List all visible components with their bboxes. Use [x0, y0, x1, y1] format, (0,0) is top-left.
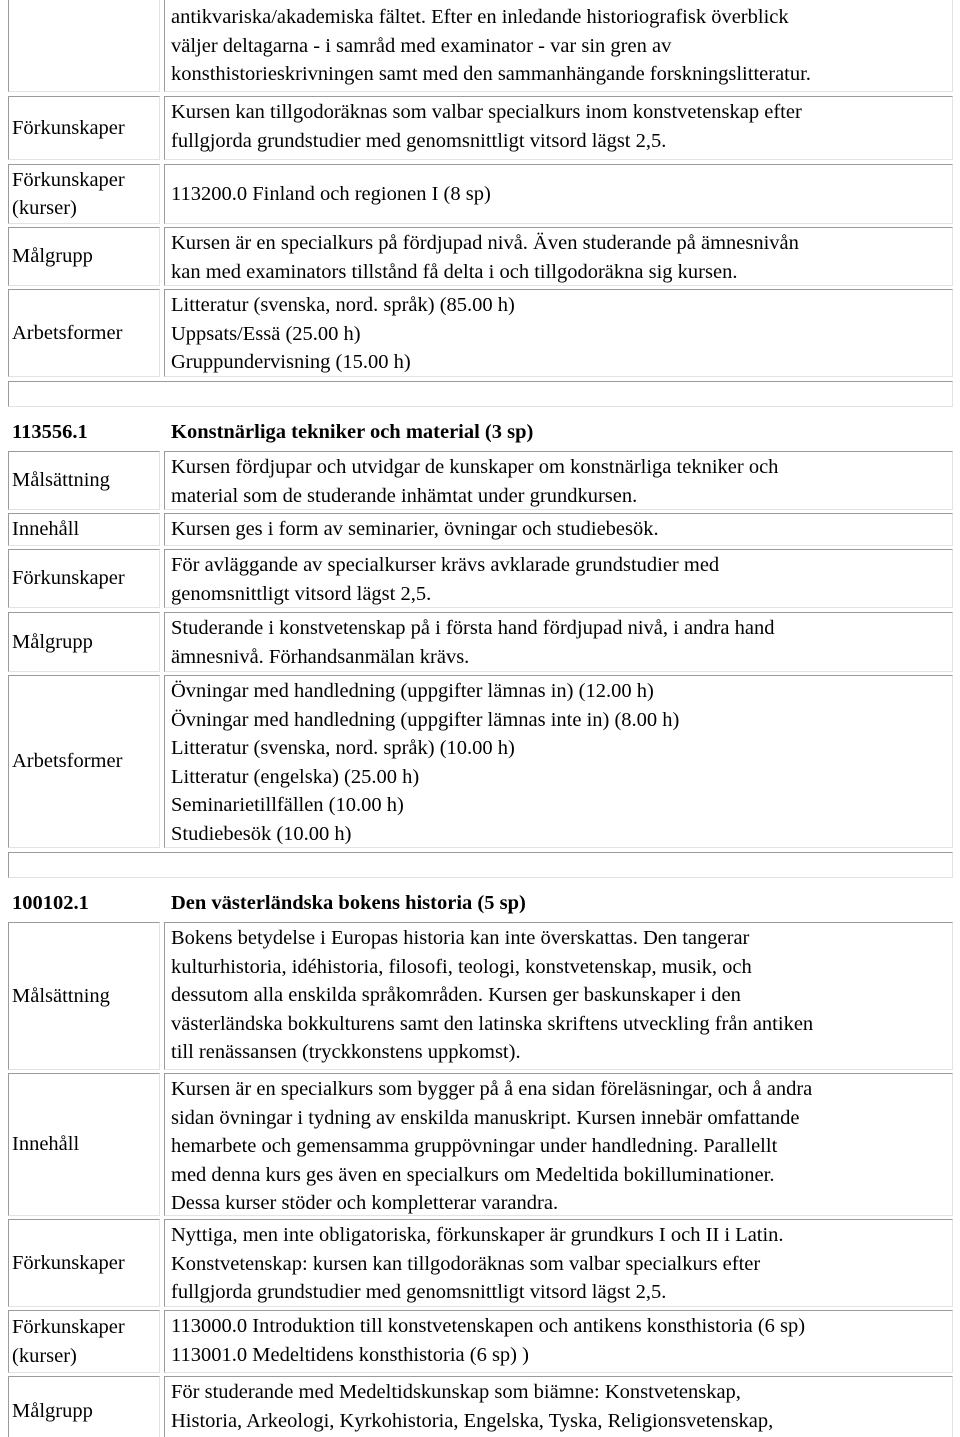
- text-line: med denna kurs ges även en specialkurs om Medeltida bokilluminationer.: [171, 1163, 775, 1186]
- row-label-forkunskaper: [8, 549, 160, 608]
- row-label-text: [12, 1313, 125, 1370]
- row-label-text: Förkunskaper: [12, 1251, 125, 1274]
- text-line: kan med examinators tillstånd få delta i och tillgodoräkna sig kursen.: [171, 260, 738, 283]
- text-line: Litteratur (engelska) (25.00 h): [171, 765, 420, 788]
- text-line: För avläggande av specialkurser krävs avklarade grundstudier med: [171, 554, 720, 576]
- row-label-text: [12, 166, 125, 223]
- row-label-text: Målgrupp: [12, 1399, 93, 1422]
- row-content: [164, 1219, 953, 1307]
- row-label-text: Målsättning: [12, 469, 110, 492]
- text-line: Seminarietillfällen (10.00 h): [171, 794, 404, 816]
- row-label-line: (kurser): [12, 197, 77, 219]
- row-label-arbetsformer: [8, 289, 160, 377]
- text-line: Gruppundervisning (15.00 h): [171, 351, 411, 373]
- text-line: Uppsats/Essä (25.00 h): [171, 322, 361, 345]
- row-label-malsattning: [8, 451, 160, 510]
- row-label-text: Förkunskaper: [12, 116, 125, 139]
- row-content: [164, 1073, 953, 1216]
- row-content: [164, 922, 953, 1070]
- text-line: fullgjorda grundstudier med genomsnittligt vitsord lägst 2,5.: [171, 1281, 667, 1303]
- text-line: hemarbete och gemensamma gruppövningar under handledning. Parallellt: [171, 1135, 778, 1157]
- row-label-malgrupp: [8, 227, 160, 286]
- row-label-text: Arbetsformer: [12, 321, 123, 344]
- text-line: 113200.0 Finland och regionen I (8 sp): [171, 182, 491, 205]
- course-title: Konstnärliga tekniker och material (3 sp): [171, 421, 534, 443]
- row-label-forkunskaper: [8, 96, 160, 160]
- label-cell-empty: [8, 0, 160, 92]
- text-line: sidan övningar i tydning av enskilda manuskript. Kursen innebär omfattande: [171, 1106, 800, 1129]
- row-content: [164, 451, 953, 510]
- row-label-forkunskaper: [8, 1219, 160, 1307]
- row-label-innehall: [8, 513, 160, 546]
- text-line: Övningar med handledning (uppgifter lämnas inte in) (8.00 h): [171, 708, 680, 731]
- text-line: Litteratur (svenska, nord. språk) (10.00 h): [171, 737, 515, 759]
- row-label-line: Förkunskaper: [12, 1316, 125, 1338]
- row-content: [164, 612, 953, 672]
- text-line: till renässansen (tryckkonstens uppkomst).: [171, 1041, 521, 1063]
- text-line: Kursen kan tillgodoräknas som valbar specialkurs inom konstvetenskap efter: [171, 101, 802, 123]
- row-label-text: Målsättning: [12, 984, 110, 1007]
- intro-cell: [164, 0, 953, 92]
- text-line: väljer deltagarna - i samråd med examinator - var sin gren av: [171, 34, 672, 57]
- text-line: Övningar med handledning (uppgifter lämnas in) (12.00 h): [171, 680, 654, 702]
- text-line: Kursen är en specialkurs som bygger på å ena sidan föreläsningar, och å andra: [171, 1078, 813, 1100]
- text-line: material som de studerande inhämtat under grundkursen.: [171, 484, 638, 507]
- row-content: [164, 164, 953, 224]
- row-label-forkunskaper-kurser: [8, 164, 160, 224]
- text-line: 113001.0 Medeltidens konsthistoria (6 sp) ): [171, 1343, 529, 1366]
- row-content: [164, 289, 953, 377]
- row-label-text: Målgrupp: [12, 245, 93, 268]
- text-line: För studerande med Medeltidskunskap som biämne: Konstvetenskap,: [171, 1381, 741, 1403]
- row-label-forkunskaper-kurser: [8, 1310, 160, 1373]
- text-line: Litteratur (svenska, nord. språk) (85.00 h): [171, 294, 515, 316]
- text-line: antikvariska/akademiska fältet. Efter en inledande historiografisk överblick: [171, 6, 789, 28]
- text-line: konsthistorieskrivningen samt med den sammanhängande forskningslitteratur.: [171, 63, 811, 85]
- row-content: [164, 549, 953, 608]
- row-content: [164, 1310, 953, 1373]
- text-line: Studiebesök (10.00 h): [171, 822, 352, 845]
- text-line: fullgjorda grundstudier med genomsnittligt vitsord lägst 2,5.: [171, 129, 667, 152]
- row-label-line: (kurser): [12, 1344, 77, 1367]
- text-line: Konstvetenskap: kursen kan tillgodoräknas som valbar specialkurs efter: [171, 1252, 761, 1275]
- text-line: Studerande i konstvetenskap på i första hand fördjupad nivå, i andra hand: [171, 617, 775, 639]
- text-line: Kursen ges i form av seminarier, övningar och studiebesök.: [171, 518, 659, 541]
- row-label-text: Arbetsformer: [12, 750, 123, 773]
- text-line: Nyttiga, men inte obligatoriska, förkunskaper är grundkurs I och II i Latin.: [171, 1224, 784, 1246]
- row-label-arbetsformer: [8, 675, 160, 848]
- row-label-line: Förkunskaper: [12, 168, 125, 191]
- row-label-malsattning: [8, 922, 160, 1070]
- course-code: 100102.1: [12, 892, 89, 914]
- spacer-cell: [8, 381, 953, 407]
- row-content: [164, 227, 953, 286]
- text-line: Dessa kurser stöder och kompletterar varandra.: [171, 1192, 559, 1214]
- row-label-text: Förkunskaper: [12, 567, 125, 590]
- row-label-malgrupp: [8, 612, 160, 672]
- text-line: dessutom alla enskilda språkområden. Kursen ger baskunskaper i den: [171, 984, 741, 1006]
- text-line: Historia, Arkeologi, Kyrkohistoria, Engelska, Tyska, Religionsvetenskap,: [171, 1409, 774, 1432]
- row-label-text: Innehåll: [12, 1133, 80, 1156]
- row-content: [164, 513, 953, 546]
- row-label-innehall: [8, 1073, 160, 1216]
- row-content: [164, 675, 953, 848]
- course-code: 113556.1: [12, 421, 88, 443]
- row-label-malgrupp: [8, 1376, 160, 1437]
- text-line: ämnesnivå. Förhandsanmälan krävs.: [171, 645, 470, 668]
- spacer-cell: [8, 852, 953, 878]
- row-label-text: Målgrupp: [12, 630, 93, 653]
- text-line: Bokens betydelse i Europas historia kan inte överskattas. Den tangerar: [171, 927, 750, 949]
- text-line: kulturhistoria, idéhistoria, filosofi, teologi, konstvetenskap, musik, och: [171, 955, 752, 978]
- text-line: genomsnittligt vitsord lägst 2,5.: [171, 582, 432, 605]
- course-title: Den västerländska bokens historia (5 sp): [171, 892, 526, 914]
- text-line: 113000.0 Introduktion till konstvetenskapen och antikens konsthistoria (6 sp): [171, 1315, 806, 1337]
- row-content: [164, 1376, 953, 1437]
- row-label-text: Innehåll: [12, 518, 80, 541]
- row-content: [164, 96, 953, 160]
- text-line: Kursen är en specialkurs på fördjupad nivå. Även studerande på ämnesnivån: [171, 232, 799, 254]
- text-line: Kursen fördjupar och utvidgar de kunskaper om konstnärliga tekniker och: [171, 456, 779, 478]
- text-line: västerländska bokkulturens samt den latinska skriftens utveckling från antiken: [171, 1012, 814, 1035]
